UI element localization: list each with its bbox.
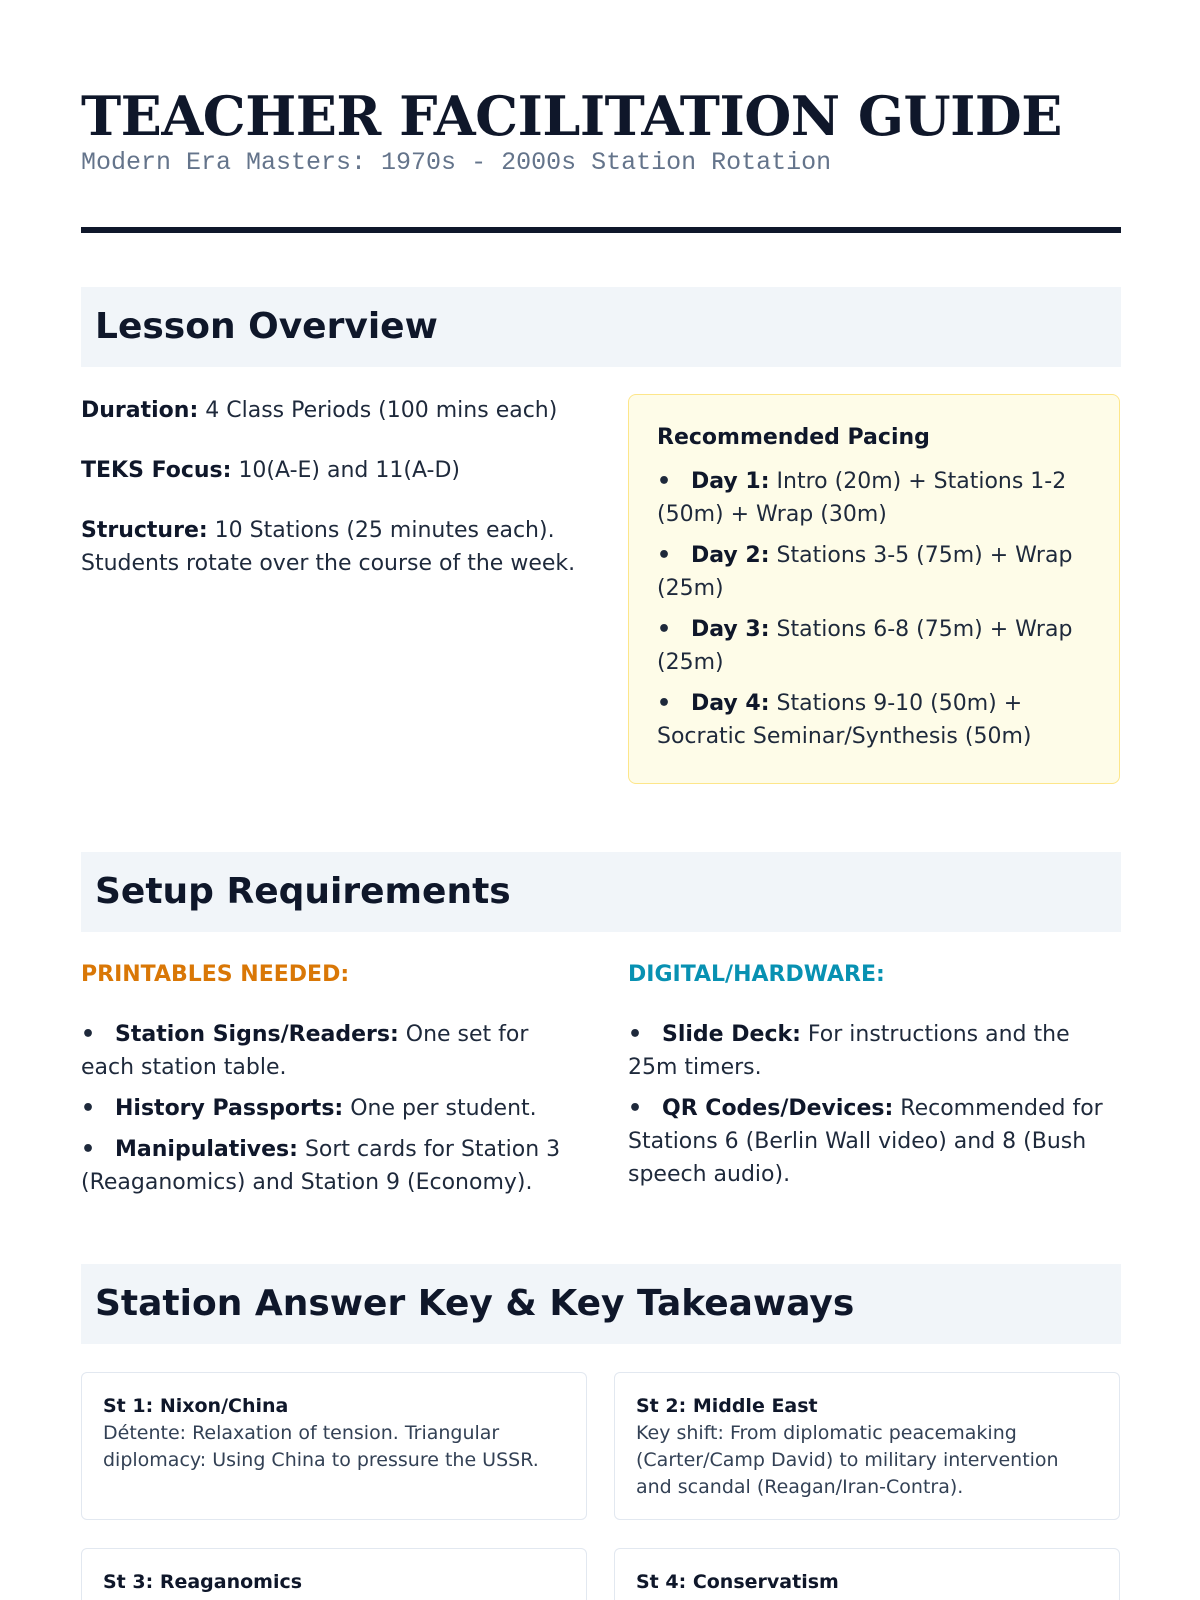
digital-list bbox=[628, 1018, 1120, 1191]
pacing-day-label: Day 1: bbox=[691, 469, 770, 494]
list-item: • Slide Deck: For instructions and the 25m timers. bbox=[628, 1022, 1070, 1080]
pacing-day-label: Day 2: bbox=[691, 543, 770, 568]
station-card-title: St 2: Middle East bbox=[636, 1395, 818, 1417]
printables-list bbox=[81, 1018, 581, 1199]
structure-line bbox=[81, 514, 581, 580]
pacing-list bbox=[657, 465, 1093, 753]
list-item: • Station Signs/Readers: One set for each station table. bbox=[81, 1022, 529, 1080]
digital-text: For instructions and the 25m timers. bbox=[628, 1022, 1070, 1080]
header-divider bbox=[81, 227, 1121, 233]
page-subtitle: Modern Era Masters: 1970s - 2000s Station Rotation bbox=[81, 148, 832, 177]
station-card bbox=[81, 1372, 587, 1520]
overview-details bbox=[81, 394, 581, 607]
list-item: • Day 2: Stations 3-5 (75m) + Wrap (25m) bbox=[657, 543, 1073, 601]
answer-key-heading-bar bbox=[81, 1264, 1121, 1344]
station-card-title: St 3: Reaganomics bbox=[103, 1571, 303, 1593]
setup-requirements-heading: Setup Requirements bbox=[95, 871, 511, 912]
printable-text: One per student. bbox=[350, 1096, 537, 1121]
station-card bbox=[81, 1548, 587, 1600]
digital-hardware-column bbox=[628, 960, 1120, 1199]
duration-value: 4 Class Periods (100 mins each) bbox=[205, 398, 558, 423]
station-card-body: Key shift: From diplomatic peacemaking (Carter/Camp David) to military intervention and scandal (Reagan/Iran-Contra). bbox=[636, 1422, 1059, 1498]
station-card bbox=[614, 1372, 1120, 1520]
page-title: TEACHER FACILITATION GUIDE bbox=[81, 84, 1062, 148]
printables-column bbox=[81, 960, 581, 1207]
station-card-title: St 1: Nixon/China bbox=[103, 1395, 289, 1417]
list-item: • Manipulatives: Sort cards for Station 3 (Reaganomics) and Station 9 (Economy). bbox=[81, 1137, 561, 1195]
list-item: • Day 4: Stations 9-10 (50m) + Socratic Seminar/Synthesis (50m) bbox=[657, 691, 1032, 749]
pacing-day-label: Day 3: bbox=[691, 617, 770, 642]
printables-heading: PRINTABLES NEEDED: bbox=[81, 962, 350, 987]
teks-value: 10(A-E) and 11(A-D) bbox=[238, 458, 460, 483]
lesson-overview-heading-bar bbox=[81, 287, 1121, 367]
pacing-day-text: Stations 3-5 (75m) + Wrap (25m) bbox=[657, 543, 1073, 601]
digital-label: QR Codes/Devices: bbox=[662, 1096, 894, 1121]
duration-label: Duration: bbox=[81, 398, 199, 423]
digital-text: Recommended for Stations 6 (Berlin Wall video) and 8 (Bush speech audio). bbox=[628, 1096, 1103, 1187]
teks-label: TEKS Focus: bbox=[81, 458, 232, 483]
digital-heading: DIGITAL/HARDWARE: bbox=[628, 962, 885, 987]
printable-label: Manipulatives: bbox=[115, 1137, 298, 1162]
pacing-day-label: Day 4: bbox=[691, 691, 770, 716]
structure-label: Structure: bbox=[81, 518, 208, 543]
printable-text: One set for each station table. bbox=[81, 1022, 529, 1080]
structure-value: 10 Stations (25 minutes each). Students rotate over the course of the week. bbox=[81, 518, 576, 576]
teks-line bbox=[81, 454, 581, 487]
lesson-overview-heading: Lesson Overview bbox=[95, 306, 438, 347]
station-card-body: Détente: Relaxation of tension. Triangular diplomacy: Using China to pressure the USSR. bbox=[103, 1422, 539, 1471]
list-item: • Day 1: Intro (20m) + Stations 1-2 (50m) + Wrap (30m) bbox=[657, 469, 1067, 527]
pacing-day-text: Intro (20m) + Stations 1-2 (50m) + Wrap (30m) bbox=[657, 469, 1067, 527]
duration-line bbox=[81, 394, 581, 427]
digital-label: Slide Deck: bbox=[662, 1022, 801, 1047]
list-item: • Day 3: Stations 6-8 (75m) + Wrap (25m) bbox=[657, 617, 1073, 675]
pacing-title: Recommended Pacing bbox=[657, 425, 930, 450]
pacing-day-text: Stations 9-10 (50m) + Socratic Seminar/Synthesis (50m) bbox=[657, 691, 1032, 749]
station-card-title: St 4: Conservatism bbox=[636, 1571, 839, 1593]
answer-key-heading: Station Answer Key & Key Takeaways bbox=[95, 1283, 855, 1324]
document-header bbox=[81, 84, 1121, 178]
list-item: • QR Codes/Devices: Recommended for Stations 6 (Berlin Wall video) and 8 (Bush speech audio). bbox=[628, 1096, 1103, 1187]
pacing-day-text: Stations 6-8 (75m) + Wrap (25m) bbox=[657, 617, 1073, 675]
setup-requirements-heading-bar bbox=[81, 852, 1121, 932]
printable-label: History Passports: bbox=[115, 1096, 344, 1121]
recommended-pacing-box bbox=[628, 394, 1120, 784]
list-item: • History Passports: One per student. bbox=[81, 1096, 537, 1121]
printable-text: Sort cards for Station 3 (Reaganomics) and Station 9 (Economy). bbox=[81, 1137, 561, 1195]
printable-label: Station Signs/Readers: bbox=[115, 1022, 399, 1047]
station-card bbox=[614, 1548, 1120, 1600]
